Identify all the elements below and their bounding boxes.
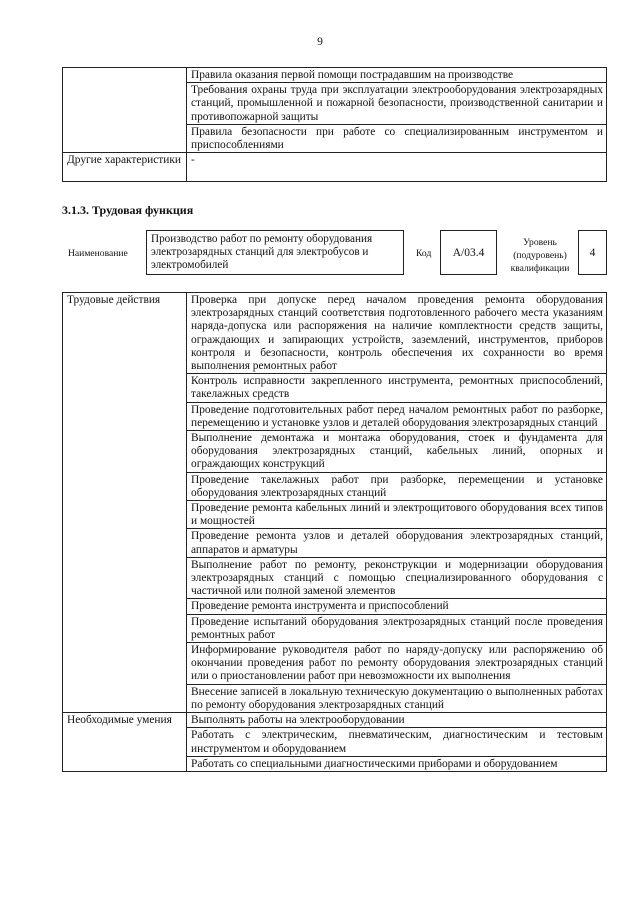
table-row [63,68,607,83]
labor-action-item: Контроль исправности закрепленного инструмента, ремонтных приспособлений, такелажных средств [187,374,607,402]
table-cell: - [187,153,607,182]
labor-action-item: Внесение записей в локальную техническую документацию о выполненных работах по ремонту оборудования электрозарядных станций [187,684,607,712]
name-label: Наименование [68,248,128,259]
labor-action-item: Проведение подготовительных работ перед началом ремонтных работ по разборке, перемещению и установке узлов и деталей оборудования электрозарядных станций [187,402,607,430]
labor-action-item: Проведение ремонта узлов и деталей оборудования электрозарядных станций, аппаратов и арматуры [187,529,607,557]
labor-function-table [62,292,607,772]
page-number: 9 [317,36,323,48]
function-code: А/03.4 [440,230,497,275]
level-label: Уровень (подуровень) квалификации [510,237,570,274]
labor-action-item: Выполнение работ по ремонту, реконструкции и модернизации оборудования электрозарядных станций с помощью специализированного оборудования с частичной или полной заменой элементов [187,557,607,599]
requirements-table [62,67,607,182]
table-row [63,713,607,728]
skills-label: Необходимые умения [63,713,187,772]
function-name: Производство работ по ремонту оборудования электрозарядных станций для электробусов и электромобилей [146,230,404,275]
code-label: Код [416,248,432,259]
table-row [63,153,607,182]
skill-item: Работать с электрическим, пневматическим, диагностическим и тестовым инструментом и оборудованием [187,728,607,756]
labor-action-item: Проведение такелажных работ при разборке, перемещении и установке оборудования электрозарядных станций [187,472,607,500]
labor-action-item: Проверка при допуске перед началом проведения ремонта оборудования электрозарядных станций соответствия подготовленного рабочего места указаниям наряда-допуска или распоряжения на наличие комплектности средств защиты, ограждающих и запирающих устройств, заземлений, инструментов, приборов контроля и безопасности, контроль обеспечения их сохранности во время выполнения ремонтных работ [187,293,607,374]
labor-actions-label: Трудовые действия [63,293,187,713]
labor-action-item: Проведение ремонта кабельных линий и электрощитового оборудования всех типов и мощностей [187,501,607,529]
labor-action-item: Информирование руководителя работ по наряду-допуску или распоряжению об окончании проведения работ по ремонту оборудования электрозарядных станций или о приостановлении работ при невозможности их выполнения [187,643,607,685]
skill-item: Выполнять работы на электрооборудовании [187,713,607,728]
labor-action-item: Проведение ремонта инструмента и приспособлений [187,599,607,614]
labor-action-item: Проведение испытаний оборудования электрозарядных станций после проведения ремонтных работ [187,614,607,642]
skill-item: Работать со специальными диагностическими приборами и оборудованием [187,756,607,771]
table-row [63,293,607,374]
row-label [63,68,187,153]
table-cell: Правила безопасности при работе со специализированным инструментом и приспособлениями [187,124,607,152]
table-cell: Правила оказания первой помощи пострадавшим на производстве [187,68,607,83]
qualification-level: 4 [578,230,607,275]
labor-action-item: Выполнение демонтажа и монтажа оборудования, стоек и фундамента для оборудования электрозарядных станций, кабельных линий, опорных и ограждающих конструкций [187,431,607,473]
section-heading: 3.1.3. Трудовая функция [62,203,194,217]
table-cell: Требования охраны труда при эксплуатации электрооборудования электрозарядных станций, промышленной и пожарной безопасности, производственной санитарии и противопожарной защиты [187,83,607,125]
row-label-other: Другие характеристики [63,153,187,182]
